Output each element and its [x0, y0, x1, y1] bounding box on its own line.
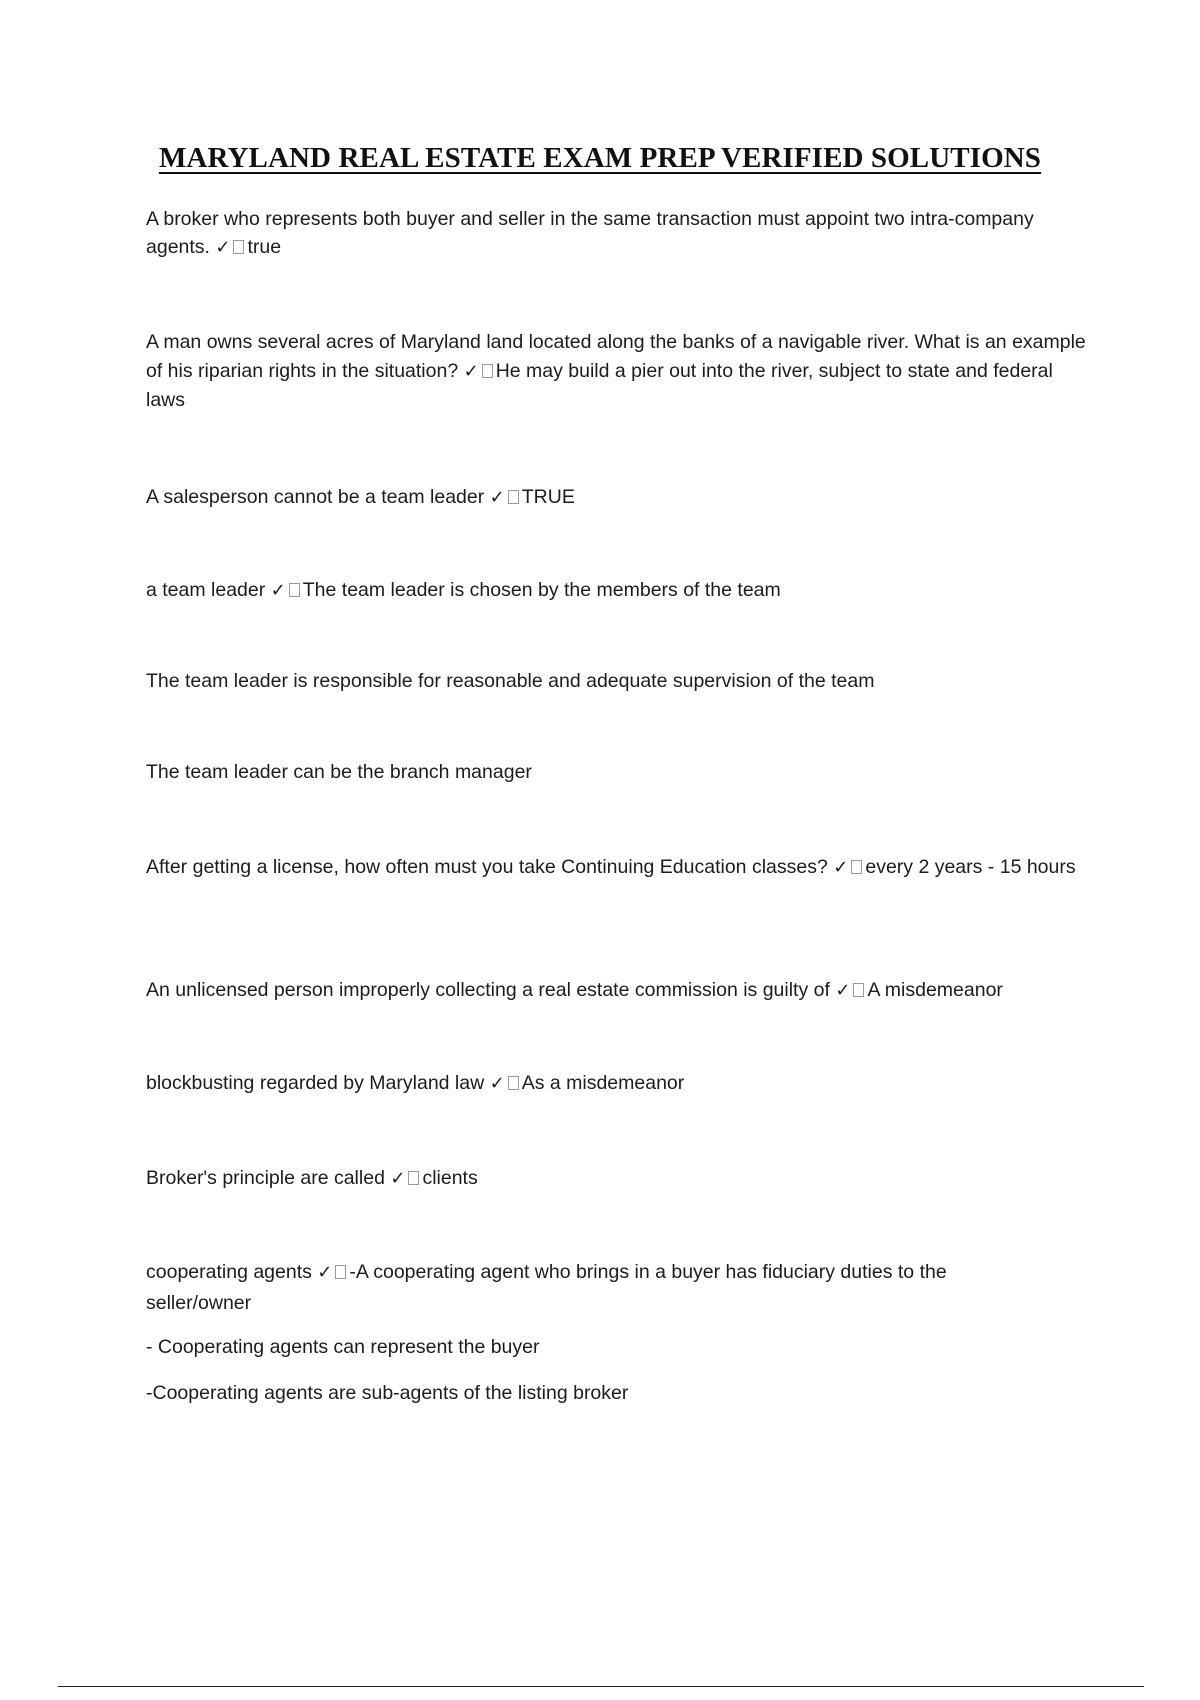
qa-entry: [146, 1257, 1026, 1318]
check-mark-icon: ✓: [489, 1073, 505, 1094]
answer-text: A misdemeanor: [867, 979, 1003, 1001]
entry-text: -Cooperating agents are sub-agents of the listing broker: [146, 1382, 629, 1404]
answer-text: every 2 years - 15 hours: [865, 856, 1076, 878]
entry-text: - Cooperating agents can represent the buyer: [146, 1336, 540, 1358]
entry-text: The team leader can be the branch manager: [146, 761, 532, 783]
document-title: [0, 142, 1200, 175]
entry-text: The team leader is responsible for reasonable and adequate supervision of the team: [146, 670, 875, 692]
answer-text: -A cooperating agent who brings in a buyer has fiduciary duties to the seller/owner: [146, 1261, 947, 1314]
answer-text: As a misdemeanor: [521, 1072, 685, 1094]
answer-box-icon: [408, 1171, 419, 1185]
qa-entry: [146, 1164, 1096, 1193]
answer-box-icon: [853, 983, 864, 997]
qa-entry: [146, 1069, 1096, 1098]
answer-box-icon: [508, 490, 519, 504]
qa-entry: [146, 976, 1096, 1005]
question-text: cooperating agents: [146, 1261, 312, 1283]
question-text: A broker who represents both buyer and seller in the same transaction must appoint two intra-company agents.: [146, 208, 1034, 258]
check-mark-icon: ✓: [463, 361, 479, 382]
qa-entry: [146, 205, 1096, 262]
check-mark-icon: ✓: [215, 237, 231, 258]
qa-entry: [146, 853, 1096, 882]
answer-box-icon: [233, 240, 244, 254]
answer-box-icon: [289, 583, 300, 597]
answer-box-icon: [851, 860, 862, 874]
question-text: A man owns several acres of Maryland land located along the banks of a navigable river. What is an example of his riparian rights in the situation?: [146, 331, 1086, 382]
check-mark-icon: ✓: [833, 857, 849, 878]
check-mark-icon: ✓: [270, 580, 286, 601]
check-mark-icon: ✓: [390, 1168, 406, 1189]
question-text: blockbusting regarded by Maryland law: [146, 1072, 485, 1094]
check-mark-icon: ✓: [317, 1262, 333, 1283]
text-entry: [146, 1333, 1096, 1361]
answer-text: He may build a pier out into the river, subject to state and federal laws: [146, 360, 1053, 411]
check-mark-icon: ✓: [489, 487, 505, 508]
answer-text: The team leader is chosen by the members of the team: [302, 579, 781, 601]
check-mark-icon: ✓: [835, 980, 851, 1001]
question-text: Broker's principle are called: [146, 1167, 385, 1189]
question-text: A salesperson cannot be a team leader: [146, 486, 485, 508]
qa-entry: [146, 328, 1096, 415]
question-text: a team leader: [146, 579, 266, 601]
text-entry: [146, 1379, 1096, 1407]
document-title-text: MARYLAND REAL ESTATE EXAM PREP VERIFIED SOLUTIONS: [158, 142, 1042, 174]
answer-box-icon: [335, 1265, 346, 1279]
answer-text: TRUE: [521, 486, 575, 508]
answer-text: true: [247, 236, 282, 258]
answer-box-icon: [508, 1076, 519, 1090]
qa-entry: [146, 483, 1096, 512]
qa-entry: [146, 576, 1096, 605]
answer-text: clients: [422, 1167, 478, 1189]
question-text: An unlicensed person improperly collecting a real estate commission is guilty of: [146, 979, 830, 1001]
text-entry: [146, 758, 1096, 786]
text-entry: [146, 667, 1096, 695]
footer-rule: [58, 1686, 1144, 1687]
question-text: After getting a license, how often must you take Continuing Education classes?: [146, 856, 828, 878]
answer-box-icon: [482, 364, 493, 378]
